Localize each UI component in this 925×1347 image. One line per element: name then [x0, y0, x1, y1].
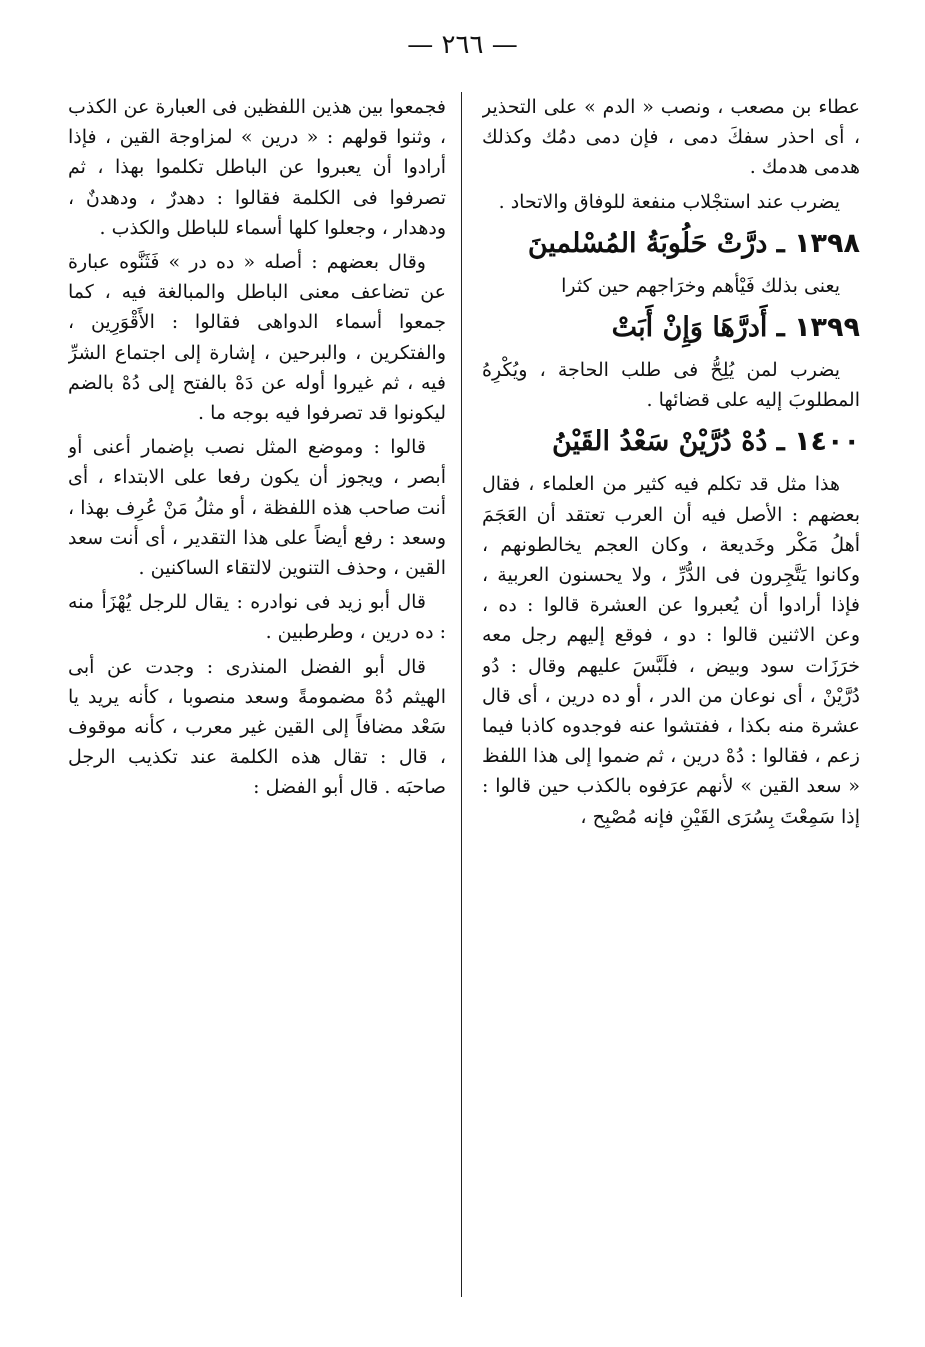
- proverb-number: ١٣٩٩: [794, 312, 860, 344]
- paragraph: قال أبو الفضل المنذرى : وجدت عن أبى الهيثم دُهْ مضمومةً وسعد منصوبا ، كأنه يريد يا سَعْد مضافاً إلى القين غير معرب ، كأنه موقوف ، قال : تقال هذه الكلمة عند تكذيب الرجل صاحبَه . قال أبو الفضل :: [68, 655, 446, 799]
- proverb-heading-1400: [482, 419, 860, 465]
- paragraph: قالوا : وموضع المثل نصب بإضمار أعنى أو أبصر ، ويجوز أن يكون رفعا على الابتداء ، أى أنت صاحب هذه اللفظة ، أو مثلُ مَنْ عُرِف بهذا ، وسعد : رفع أيضاً على هذا التقدير ، أى أنت سعد القين ، وحذف التنوين لالتقاء الساكنين .: [68, 436, 446, 580]
- paragraph: هذا مثل قد تكلم فيه كثير من العلماء ، فقال بعضهم : الأصل فيه أن العرب تعتقد أن العَجَمَ أهلُ مَكْر وخَديعة ، وكان العجم يخالطونهم ، وكانوا يَتَّجِرون فى الدُّرِّ ، ولا يحسنون العربية ، فإذا أرادوا أن يُعبروا عن العشرة قالوا : ده ، وعن الاثنين قالوا : دو ، فوقع إليهم رجل معه خرَزَات سود وبيض ، فلَبَّسَ عليهم وقال : دُو دُرَّيْنْ ، أى نوعان من الدر ، أو ده درين ، أى قال عشرة منه بكذا ، ففتشوا عنه فوجدوه كاذبا فيما زعم ، فقالوا : دُهْ درين ، ثم ضموا إلى هذا اللفظ « سعد القين » لأنهم عرَفوه بالكذب حين قالوا : إذا سَمِعْتَ بِسُرَى القَيْنِ فإنه مُصْبِح ،: [482, 473, 860, 828]
- proverb-heading-1399: [482, 305, 860, 351]
- proverb-text: ـ درَّتْ حَلُوبَةُ المُسْلمينَ: [527, 227, 785, 259]
- paragraph: قال أبو زيد فى نوادره : يقال للرجل يُهْزَأ منه : ده درين ، وطرطبين .: [68, 591, 446, 644]
- proverb-text: ـ دُهْ دُرَّيْنْ سَعْدُ القَيْنُ: [551, 426, 785, 458]
- right-column: [482, 92, 860, 1302]
- paragraph: وقال بعضهم : أصله « ده در » فَثَنَّوه عبارة عن تضاعف معنى الباطل والمبالغة فيه ، كما جمعوا أسماء الدواهى فقالوا : الأَقْوَرِين ، والفتكرين ، والبرحين ، إشارة إلى اجتماع الشرِّ فيه ، ثم غيروا أوله عن دَهْ بالفتح إلى دُهْ بالضم ليكونوا قد تصرفوا فيه بوجه ما .: [68, 251, 446, 425]
- paragraph: يضرب لمن يُلِحُّ فى طلب الحاجة ، ويُكْرِهُ المطلوبَ إليه على قضائها .: [482, 359, 860, 412]
- proverb-number: ١٣٩٨: [794, 227, 860, 259]
- paragraph: فجمعوا بين هذين اللفظين فى العبارة عن الكذب ، وثنوا قولهم : « درين » لمزاوجة القين ، فإذا أرادوا أن يعبروا عن الباطل تكلموا بهذا ، ثم تصرفوا فى الكلمة فقالوا : دهدرٌ ، ودهدنٌ ، ودهدار ، وجعلوا كلها أسماء للباطل والكذب .: [68, 96, 446, 239]
- proverb-heading-1398: [482, 221, 860, 267]
- proverb-number: ١٤٠٠: [794, 426, 860, 458]
- paragraph: عطاء بن مصعب ، ونصب « الدم » على التحذير ، أى احذر سفكَ دمى ، فإن دمى دمُك وكذلك هدمى هدمك .: [482, 96, 860, 179]
- column-divider: [461, 92, 462, 1297]
- paragraph: يضرب عند استجْلاب منفعة للوفاق والاتحاد .: [498, 190, 840, 213]
- paragraph: يعنى بذلك فَيْأهم وخرَاجهم حين كثرا: [561, 274, 840, 297]
- proverb-text: ـ أَدرَّهَا وَإِنْ أَبَتْ: [611, 312, 785, 344]
- page-number: — ٢٦٦ —: [407, 30, 518, 60]
- left-column: [68, 92, 446, 1302]
